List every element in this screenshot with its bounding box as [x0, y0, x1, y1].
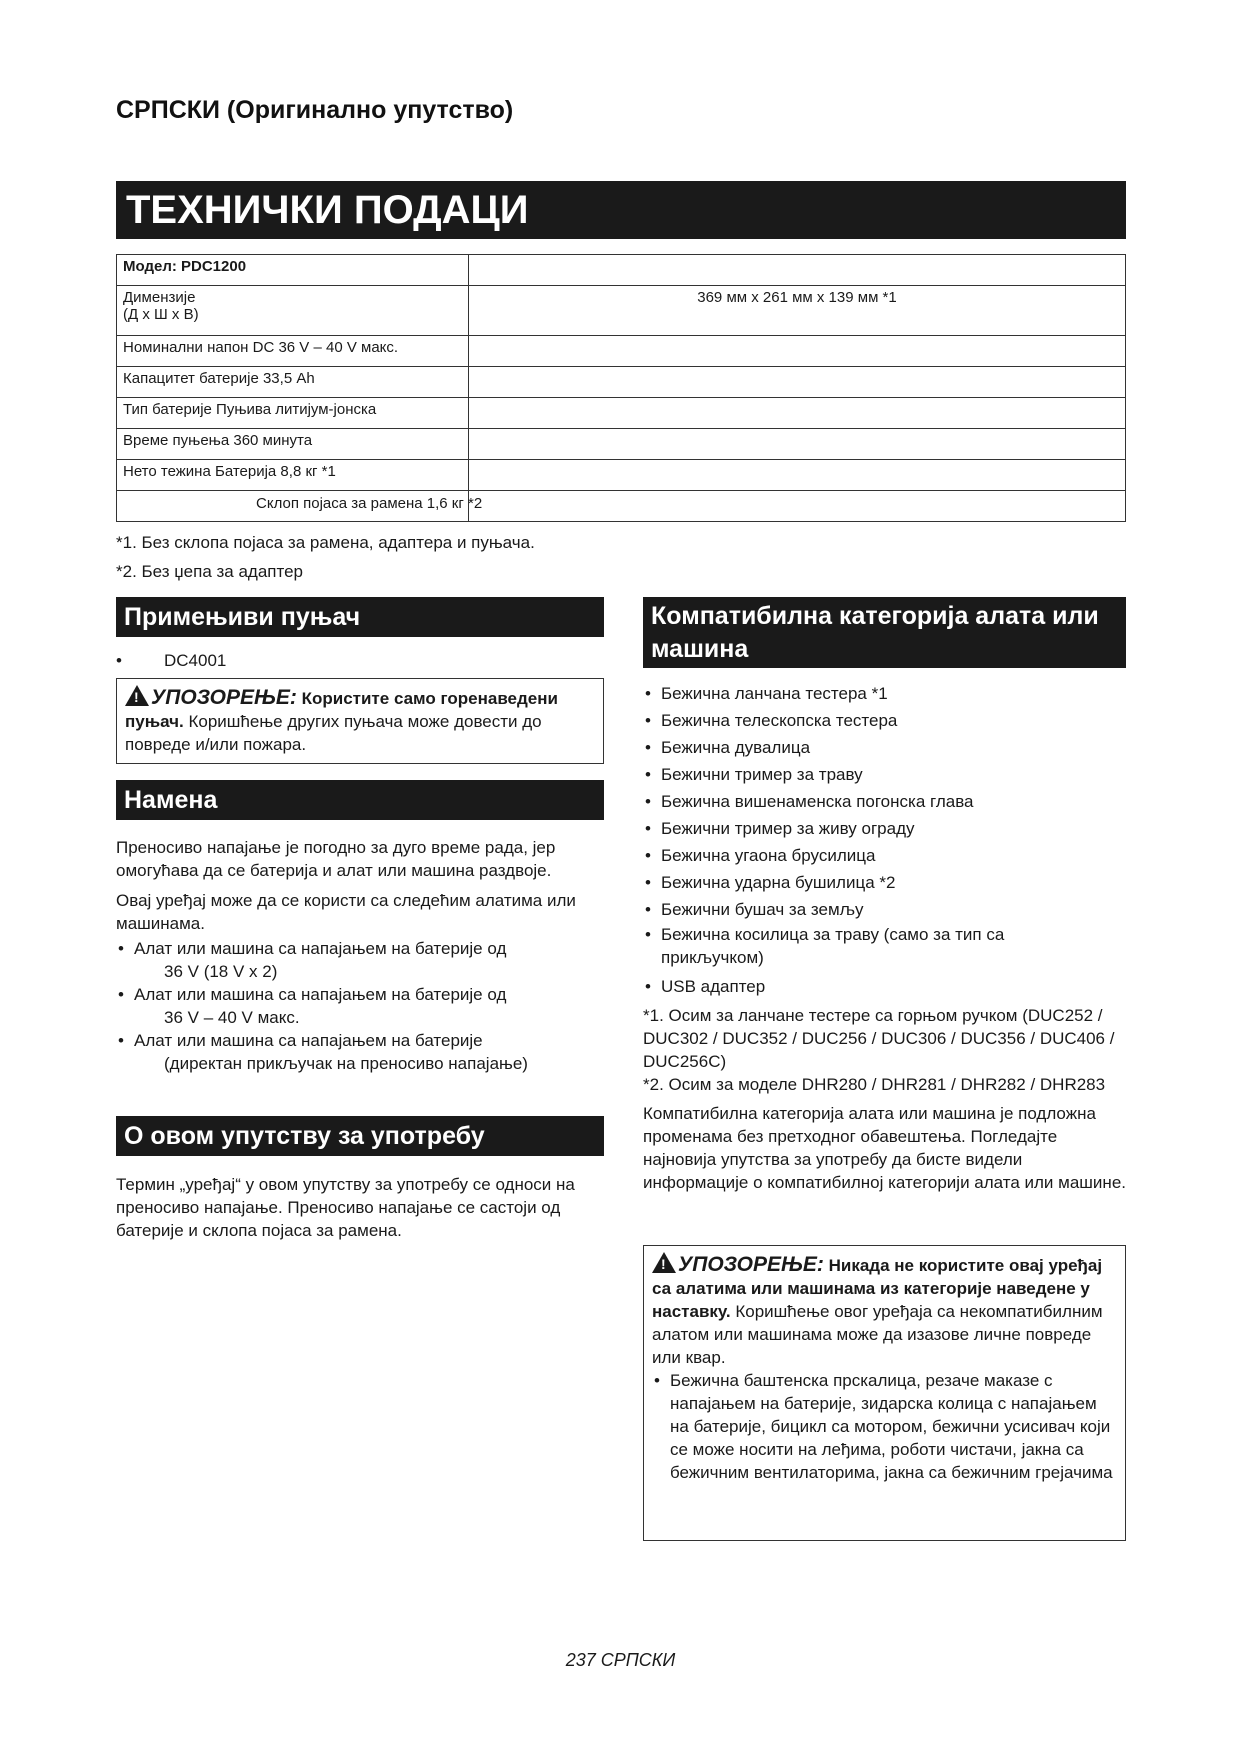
compatible-note: *2. Осим за моделе DHR280 / DHR281 / DHR282 / DHR283 — [643, 1075, 1106, 1094]
list-item: • Бежична косилица за траву (само за тип са прикључком) — [643, 923, 1126, 969]
spec-harness-cell — [256, 491, 1126, 522]
spec-dimensions-label: Димензије — [123, 289, 196, 306]
section-heading-purpose: Намена — [116, 780, 604, 820]
charger-list-item — [116, 649, 227, 672]
spec-capacity: Капацитет батерије 33,5 Ah — [117, 367, 469, 398]
table-row — [117, 367, 1126, 398]
list-item: • Алат или машина са напајањем на батерије (директан прикључак на преносиво напајање) — [116, 1029, 606, 1075]
footnote: *2. Без џепа за адаптер — [116, 562, 304, 581]
purpose-paragraph: Овај уређај може да се користи са следећим алатима или машинама. — [116, 891, 576, 933]
section-heading-compatible: Компатибилна категорија алата или машина — [643, 597, 1126, 668]
bullet: • — [116, 651, 122, 670]
warning-triangle-icon: ! — [652, 1252, 676, 1273]
spec-charge-time: Време пуњења 360 минута — [117, 429, 469, 460]
page-number: 237 СРПСКИ — [565, 1650, 676, 1670]
list-item: • Алат или машина са напајањем на батерије од 36 V – 40 V макс. — [116, 983, 606, 1029]
spec-harness-weight: Склоп појаса за рамена 1,6 кг *2 — [256, 495, 483, 512]
compatible-section — [643, 680, 1126, 1194]
warning-label: УПОЗОРЕЊЕ: — [151, 686, 297, 709]
spec-value-cell — [469, 255, 1126, 286]
spec-dimensions-sub: (Д x Ш x В) — [123, 306, 199, 323]
list-item: • Бежична угаона брусилица — [643, 842, 1126, 869]
table-row — [117, 429, 1126, 460]
warning-bold-text: Користите само горенаведени пуњач. — [125, 689, 558, 731]
spec-dimensions-cell — [117, 286, 469, 336]
charger-warning-box — [116, 678, 604, 764]
section-heading-charger: Примењиви пуњач — [116, 597, 604, 637]
list-item: • Бежични тример за живу ограду — [643, 815, 1126, 842]
purpose-section — [116, 836, 606, 1075]
spec-table — [116, 254, 1126, 522]
spec-voltage: Номинални напон DC 36 V – 40 V макс. — [117, 336, 469, 367]
spec-value-cell — [469, 429, 1126, 460]
list-item: • Бежична ланчана тестера *1 — [643, 680, 1126, 707]
list-item: • Бежична вишенаменска погонска глава — [643, 788, 1126, 815]
warning-bold-text: Никада не користите овај уређај са алатима или машинама из категорије наведене у наставку. — [652, 1256, 1103, 1321]
compatible-warning-box — [643, 1245, 1126, 1541]
spec-dimensions-value-cell — [469, 286, 1126, 336]
table-row — [117, 336, 1126, 367]
footnote: *1. Без склопа појаса за рамена, адаптера и пуњача. — [116, 533, 535, 552]
spec-dimensions-value: 369 мм x 261 мм x 139 мм *1 — [697, 289, 897, 306]
spec-model-cell — [117, 255, 469, 286]
spec-value-cell — [469, 398, 1126, 429]
spec-value-cell — [469, 367, 1126, 398]
purpose-paragraph: Преносиво напајање је погодно за дуго време рада, јер омогућава да се батерија и алат или машина раздвоје. — [116, 838, 556, 880]
spec-model: Модел: PDC1200 — [123, 258, 247, 275]
warning-label: УПОЗОРЕЊЕ: — [678, 1253, 824, 1276]
table-row — [117, 398, 1126, 429]
warning-list — [652, 1369, 1117, 1484]
table-row — [117, 491, 1126, 522]
list-item: • Бежична ударна бушилица *2 — [643, 869, 1126, 896]
warning-text: Коришћење других пуњача може довести до повреде и/или пожара. — [125, 712, 542, 754]
language-title: СРПСКИ (Оригинално упутство) — [116, 96, 514, 124]
footnotes — [116, 528, 535, 586]
warning-triangle-icon: ! — [125, 685, 149, 706]
compatible-note: *1. Осим за ланчане тестере са горњом ручком (DUC252 / DUC302 / DUC352 / DUC256 / DUC306 / DUC356 / DUC406 / DUC256C) — [643, 1006, 1115, 1071]
table-row — [117, 286, 1126, 336]
charger-model: DC4001 — [164, 651, 227, 670]
list-item: • Алат или машина са напајањем на батерије од 36 V (18 V x 2) — [116, 937, 606, 983]
table-row — [117, 255, 1126, 286]
list-item: • Бежична телескопска тестера — [643, 707, 1126, 734]
section-heading-manual: О овом упутству за употребу — [116, 1116, 604, 1156]
compatible-list — [643, 680, 1126, 1000]
spec-battery-type: Тип батерије Пуњива литијум-јонска — [117, 398, 469, 429]
warning-text: Коришћење овог уређаја са некомпатибилним алатом или машинама може да изазове личне повреде или квар. — [652, 1302, 1103, 1367]
list-item: • Бежична баштенска прскалица, резаче маказе с напајањем на батерије, зидарска колица с напајањем на батерије, бицикл са мотором, бежични усисивач који се може носити на леђима, роботи чистачи, јакна са бежичним вентилаторима, јакна са бежичним грејачима — [652, 1369, 1117, 1484]
list-item: • Бежични тример за траву — [643, 761, 1126, 788]
spec-value-cell — [469, 460, 1126, 491]
compatible-info: Компатибилна категорија алата или машина је подложна променама без претходног обавештења. Погледајте најновија упутства за употребу да бисте видели информације о компатибилној категорији алата или машине. — [643, 1104, 1126, 1192]
purpose-list — [116, 937, 606, 1075]
spec-value-cell — [469, 336, 1126, 367]
list-item: • Бежични бушач за земљу — [643, 896, 1126, 923]
list-item: • Бежична дувалица — [643, 734, 1126, 761]
list-item: • USB адаптер — [643, 973, 1126, 1000]
table-row — [117, 460, 1126, 491]
section-heading-specifications: ТЕХНИЧКИ ПОДАЦИ — [116, 181, 1126, 239]
spec-net-weight: Нето тежина Батерија 8,8 кг *1 — [117, 460, 469, 491]
manual-paragraph: Термин „уређај“ у овом упутству за употребу се односи на преносиво напајање. Преносиво напајање се састоји од батерије и склопа појаса за рамена. — [116, 1175, 575, 1240]
